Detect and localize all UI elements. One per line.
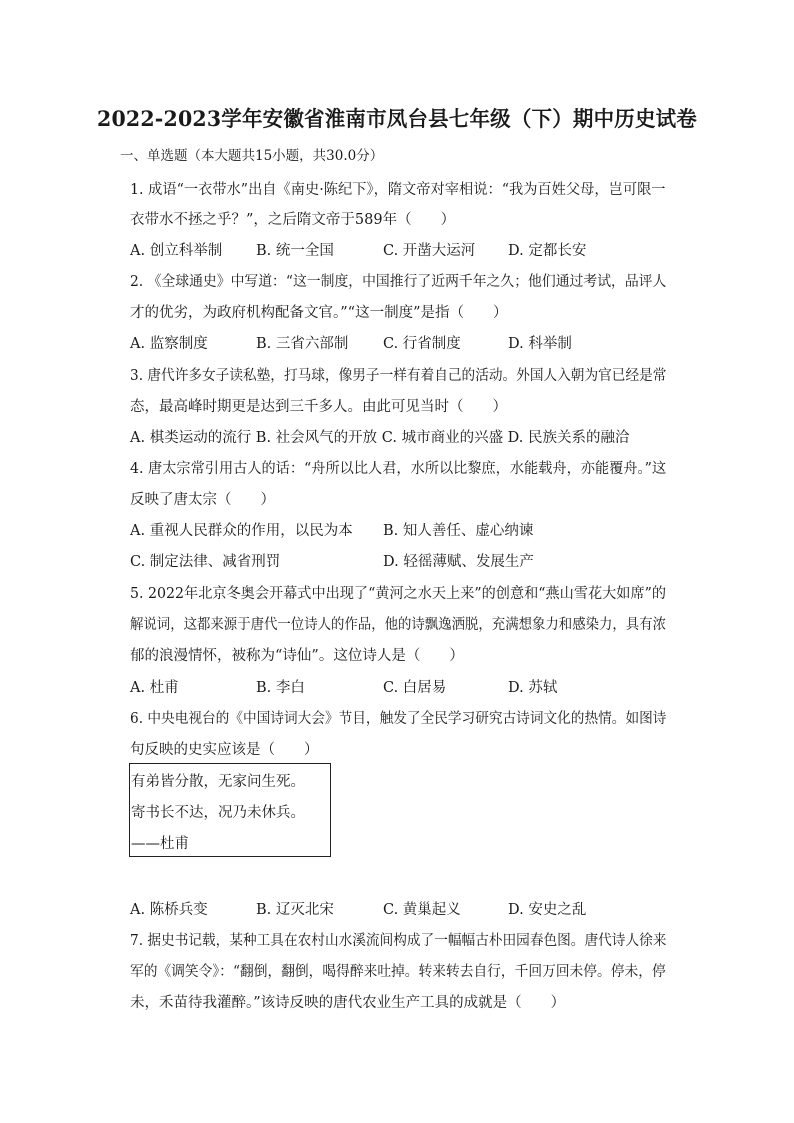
q5-line-3: 郁的浪漫情怀，被称为“诗仙”。这位诗人是（ ） <box>130 648 464 664</box>
q5-option-d: D. 苏轼 <box>508 680 558 696</box>
q6-option-a: A. 陈桥兵变 <box>130 902 208 918</box>
q2-line-1: 2. 《全球通史》中写道：“这一制度，中国推行了近两千年之久；他们通过考试，品评人 <box>130 274 667 290</box>
q1-option-b: B. 统一全国 <box>256 243 334 259</box>
q4-line-1: 4. 唐太宗常引用古人的话：“舟所以比人君，水所以比黎庶，水能载舟，亦能覆舟。”这 <box>130 461 667 477</box>
q2-option-d: D. 科举制 <box>508 336 572 352</box>
q4-line-2: 反映了唐太宗（ ） <box>130 492 275 508</box>
q4-option-c: C. 制定法律、减省刑罚 <box>130 554 281 570</box>
q6-option-d: D. 安史之乱 <box>508 902 587 918</box>
q1-option-d: D. 定都长安 <box>508 243 587 259</box>
q6-line-1: 6. 中央电视台的《中国诗词大会》节目，触发了全民学习研究古诗词文化的热情。如图诗 <box>130 711 667 727</box>
poem-line-2: 寄书长不达，况乃未休兵。 <box>131 805 305 821</box>
q1-option-a: A. 创立科举制 <box>130 243 223 259</box>
q4-option-b: B. 知人善任、虚心纳谏 <box>383 523 534 539</box>
q2-line-2: 才的优劣，为政府机构配备文官。”“这一制度”是指（ ） <box>130 305 508 321</box>
q1-line-2: 衣带水不拯之乎？”，之后隋文帝于589年（ ） <box>130 212 456 228</box>
section-heading: 一、单选题（本大题共15小题，共30.0分） <box>120 148 384 164</box>
q1-line-1: 1. 成语“一衣带水”出自《南史·陈纪下》，隋文帝对宰相说：“我为百姓父母，岂可限一 <box>130 182 666 198</box>
poem-box <box>129 763 331 857</box>
q7-line-3: 未，禾苗待我灌醉。”该诗反映的唐代农业生产工具的成就是（ ） <box>130 995 566 1011</box>
q3-line-1: 3. 唐代许多女子读私塾，打马球，像男子一样有着自己的活动。外国人入朝为官已经是常 <box>130 368 667 384</box>
q2-option-a: A. 监察制度 <box>130 336 208 352</box>
q5-line-1: 5. 2022年北京冬奥会开幕式中出现了“黄河之水天上来”的创意和“燕山雪花大如席”的 <box>130 586 666 602</box>
q2-option-c: C. 行省制度 <box>383 336 461 352</box>
poem-line-1: 有弟皆分散，无家问生死。 <box>131 774 305 790</box>
q1-option-c: C. 开凿大运河 <box>383 243 476 259</box>
q6-line-2: 句反映的史实应该是（ ） <box>130 742 319 758</box>
q5-option-c: C. 白居易 <box>383 680 447 696</box>
q3-line-2: 态，最高峰时期更是达到三千多人。由此可见当时（ ） <box>130 399 507 415</box>
q2-option-b: B. 三省六部制 <box>256 336 349 352</box>
q7-line-1: 7. 据史书记载，某种工具在农村山水溪流间构成了一幅幅古朴田园春色图。唐代诗人徐来 <box>130 933 667 949</box>
exam-title: 2022-2023学年安徽省淮南市凤台县七年级（下）期中历史试卷 <box>96 106 697 131</box>
q6-option-c: C. 黄巢起义 <box>383 902 461 918</box>
q5-option-b: B. 李白 <box>256 680 305 696</box>
q3-options: A. 棋类运动的流行 B. 社会风气的开放 C. 城市商业的兴盛 D. 民族关系的融洽 <box>130 430 630 446</box>
q4-option-d: D. 轻徭薄赋、发展生产 <box>383 554 534 570</box>
q7-line-2: 军的《调笑令》：“翻倒，翻倒，喝得醉来吐掉。转来转去自行，千回万回未停。停未，停 <box>130 964 666 980</box>
q4-option-a: A. 重视人民群众的作用，以民为本 <box>130 523 353 539</box>
q5-line-2: 解说词，这都来源于唐代一位诗人的作品，他的诗飘逸洒脱，充满想象力和感染力，具有浓 <box>130 617 666 633</box>
q6-option-b: B. 辽灭北宋 <box>256 902 334 918</box>
poem-author: ——杜甫 <box>131 836 189 852</box>
q5-option-a: A. 杜甫 <box>130 680 179 696</box>
